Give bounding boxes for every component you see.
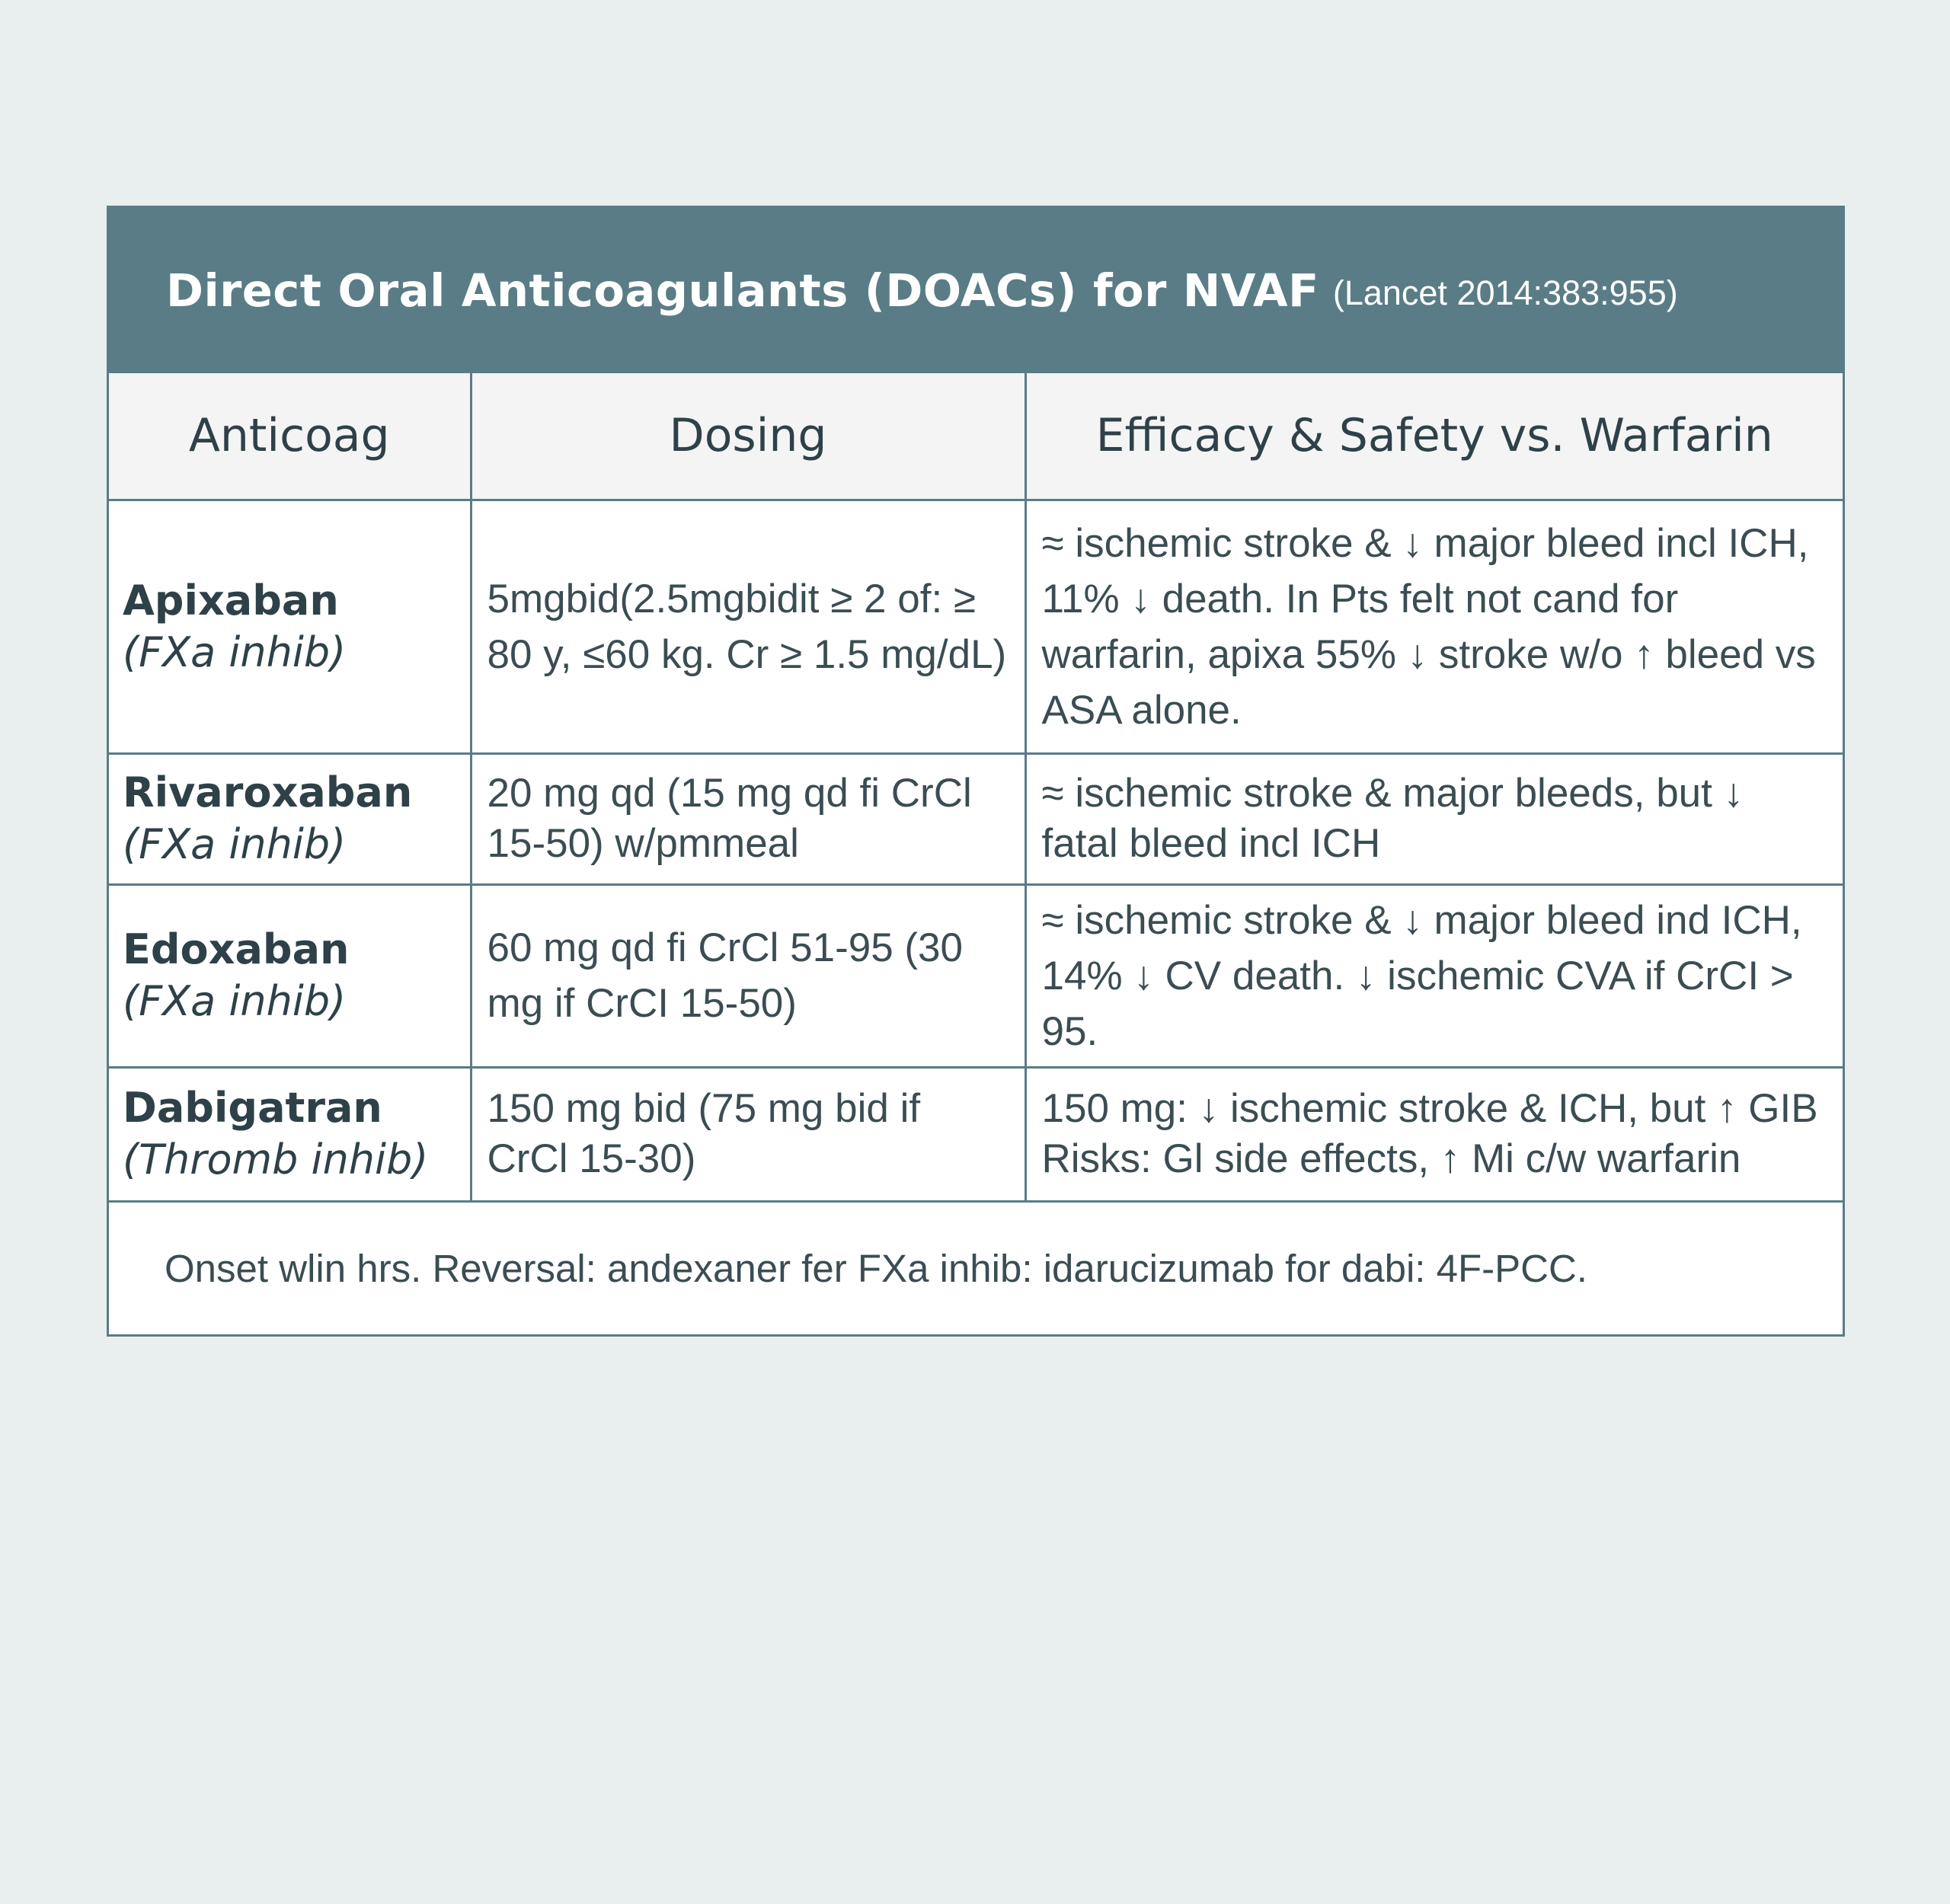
- column-header-anticoag: Anticoag: [109, 373, 471, 500]
- table-row: [109, 753, 1843, 884]
- drug-name: Rivaroxaban: [123, 768, 413, 816]
- drug-name: Apixaban: [123, 576, 339, 625]
- drug-class: (FXa inhib): [123, 977, 347, 1025]
- column-header-dosing: Dosing: [471, 373, 1025, 500]
- dosing-cell: 150 mg bid (75 mg bid if CrCl 15-30): [471, 1067, 1025, 1201]
- table-row: [109, 1067, 1843, 1201]
- dosing-cell: 20 mg qd (15 mg qd fi CrCl 15-50) w/pmmeal: [471, 753, 1025, 884]
- drug-class: (Thromb inhib): [123, 1136, 429, 1184]
- dosing-cell: 5mgbid(2.5mgbidit ≥ 2 of: ≥ 80 y, ≤60 kg. Cr ≥ 1.5 mg/dL): [471, 500, 1025, 753]
- efficacy-cell: ≈ ischemic stroke & major bleeds, but ↓ fatal bleed incl ICH: [1025, 753, 1843, 884]
- drug-cell: [109, 500, 471, 753]
- drug-name: Edoxaban: [123, 925, 350, 973]
- doac-card: [107, 206, 1845, 1337]
- doac-table: [109, 373, 1843, 1337]
- drug-cell: [109, 1067, 471, 1201]
- drug-cell: [109, 884, 471, 1067]
- table-row: [109, 884, 1843, 1067]
- title-citation: (Lancet 2014:383:955): [1332, 273, 1678, 312]
- drug-cell: [109, 753, 471, 884]
- table-footer-note: Onset wlin hrs. Reversal: andexaner fer FXa inhib: idarucizumab for dabi: 4F-PCC.: [109, 1201, 1843, 1335]
- drug-class: (FXa inhib): [123, 820, 347, 868]
- efficacy-cell: ≈ ischemic stroke & ↓ major bleed ind ICH, 14% ↓ CV death. ↓ ischemic CVA if CrCI > 95.: [1025, 884, 1843, 1067]
- efficacy-cell: ≈ ischemic stroke & ↓ major bleed incl ICH, 11% ↓ death. In Pts felt not cand for warfarin, apixa 55% ↓ stroke w/o ↑ bleed vs ASA alone.: [1025, 500, 1843, 753]
- drug-name: Dabigatran: [123, 1084, 382, 1132]
- table-row: [109, 500, 1843, 753]
- table-footer-row: [109, 1201, 1843, 1335]
- column-header-efficacy: Efficacy & Safety vs. Warfarin: [1025, 373, 1843, 500]
- table-header-row: [109, 373, 1843, 500]
- drug-class: (FXa inhib): [123, 628, 347, 676]
- efficacy-cell: 150 mg: ↓ ischemic stroke & ICH, but ↑ GIB Risks: Gl side effects, ↑ Mi c/w warfarin: [1025, 1067, 1843, 1201]
- page-title: Direct Oral Anticoagulants (DOACs) for NVAF: [166, 264, 1319, 317]
- dosing-cell: 60 mg qd fi CrCl 51-95 (30 mg if CrCI 15-50): [471, 884, 1025, 1067]
- title-bar: [109, 208, 1843, 373]
